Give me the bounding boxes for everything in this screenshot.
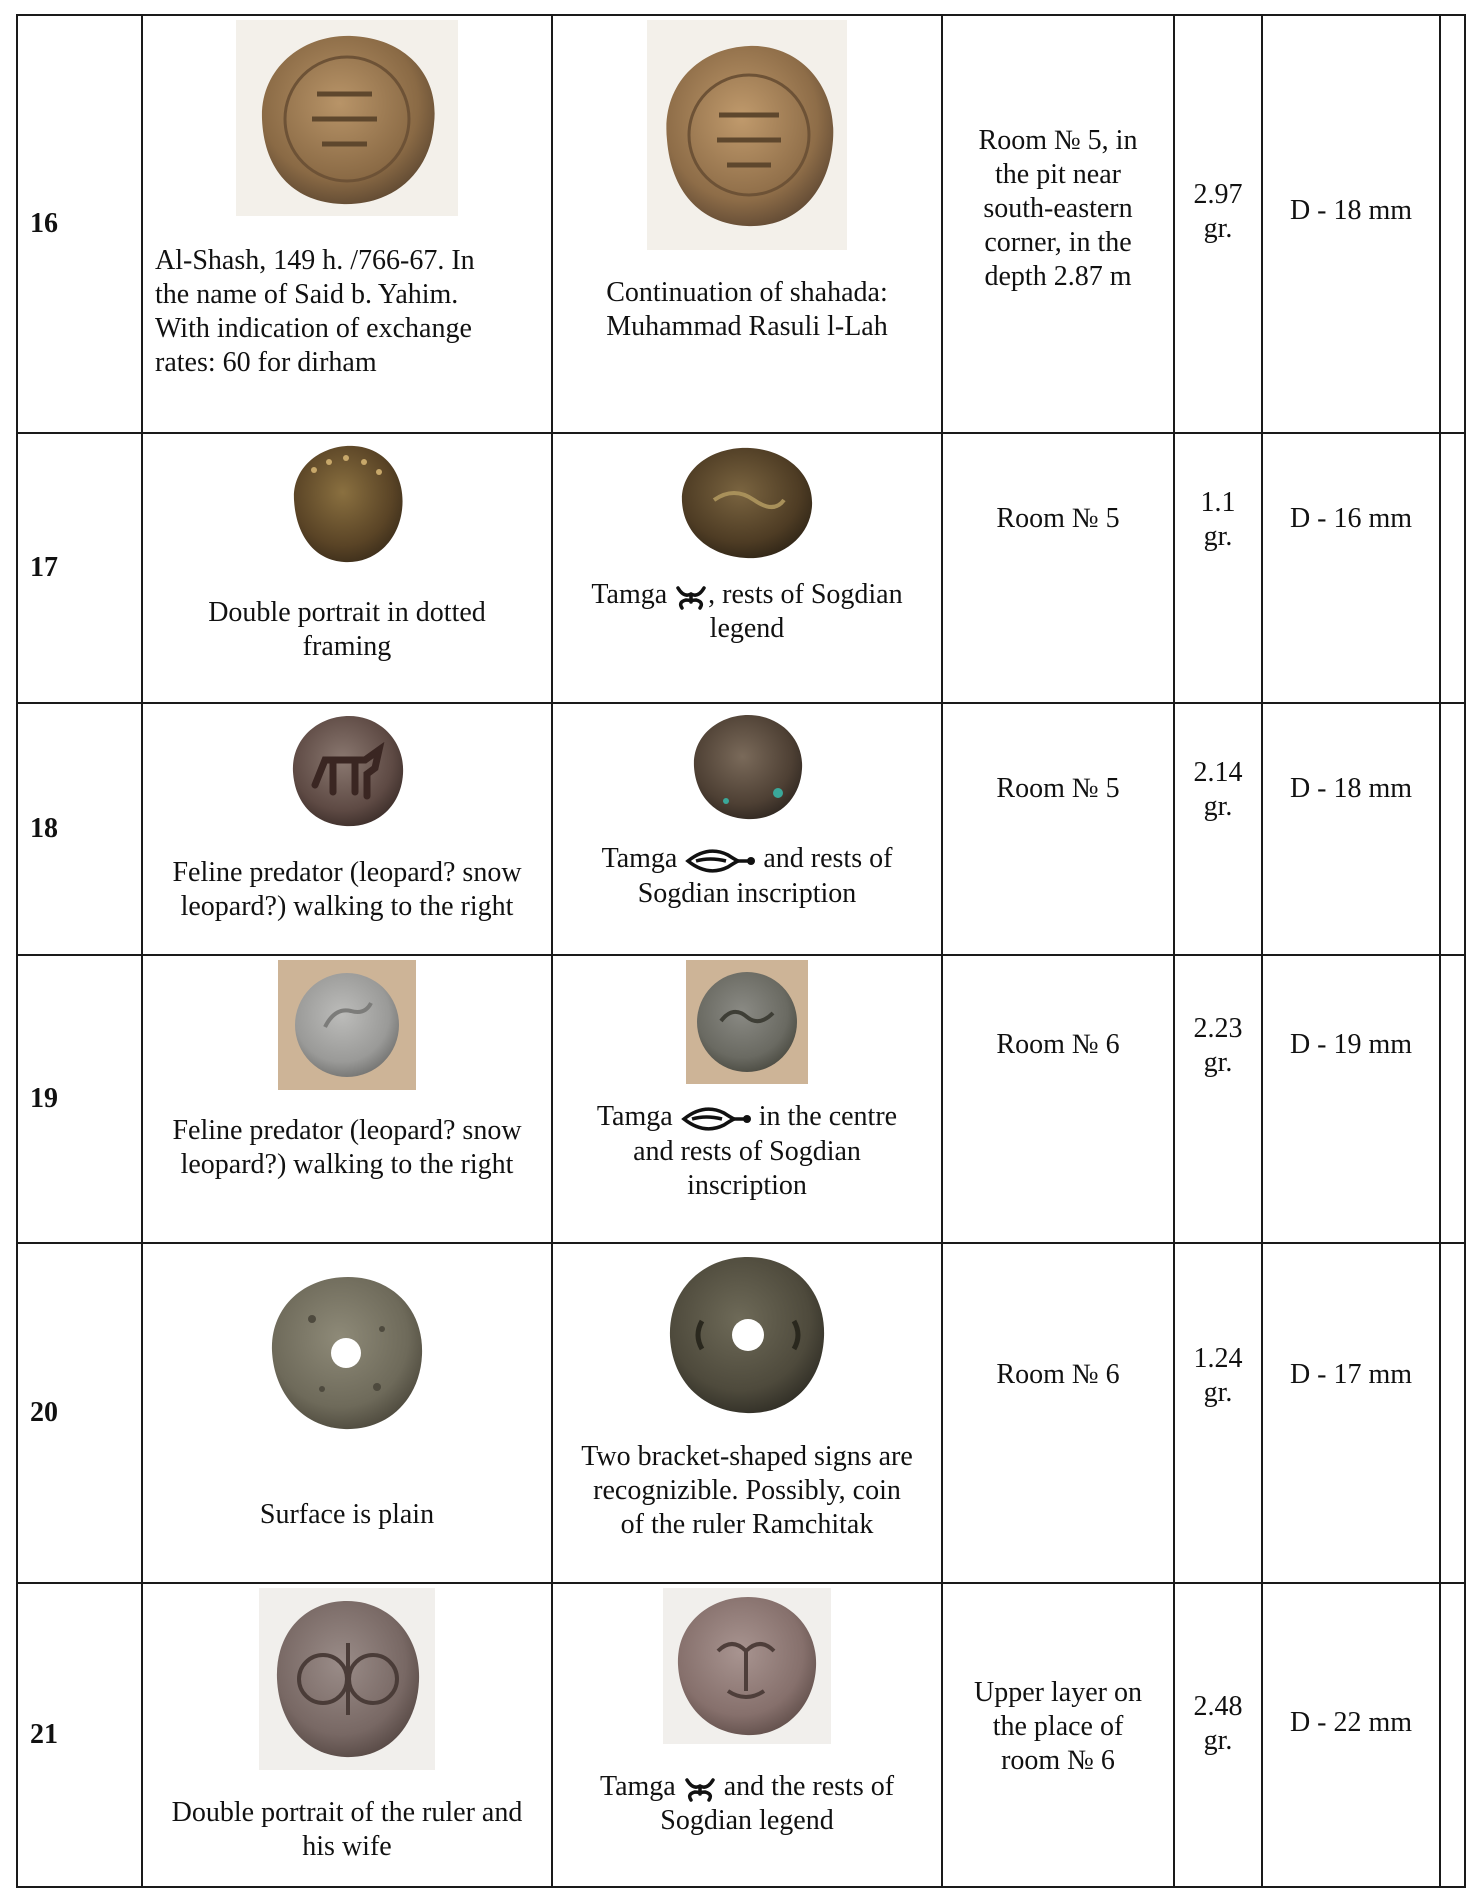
- obverse-description-line: Feline predator (leopard? snow: [172, 1115, 522, 1146]
- row-number: 18: [17, 703, 142, 955]
- obverse-description-line: rates: 60 for dirham: [155, 347, 377, 378]
- table-row: [17, 1583, 1465, 1887]
- findspot-line: the pit near: [995, 159, 1121, 190]
- weight-cell: [1174, 955, 1262, 1243]
- obverse-description-line: Al-Shash, 149 h. /766-67. In: [155, 245, 475, 276]
- reverse-description-text: Tamga: [599, 1771, 676, 1802]
- reverse-cell: [552, 433, 942, 703]
- empty-cell: [1440, 1243, 1465, 1583]
- obverse-description-line: his wife: [302, 1831, 392, 1862]
- obverse-photo: [261, 1268, 433, 1440]
- reverse-description-line: Two bracket-shaped signs are: [581, 1441, 913, 1472]
- obverse-description-line: Double portrait in dotted: [208, 597, 486, 628]
- weight-cell: [1174, 15, 1262, 433]
- obverse-photo: [282, 708, 412, 834]
- weight-value: 1.24: [1193, 1343, 1243, 1374]
- weight-cell: [1174, 703, 1262, 955]
- row-number: 19: [17, 955, 142, 1243]
- findspot-line: corner, in the: [984, 227, 1132, 258]
- tamga-symbol-icon: [680, 1103, 752, 1135]
- sogdian-legend-coin-reverse-image: [668, 1591, 826, 1741]
- findspot-cell: [942, 15, 1174, 433]
- silver-coin-obverse-image: [289, 967, 405, 1083]
- reverse-description-line: legend: [709, 613, 785, 644]
- table-row: [17, 433, 1465, 703]
- reverse-description-line: and rests of Sogdian: [633, 1135, 861, 1167]
- reverse-photo: [684, 708, 810, 826]
- table-row: [17, 703, 1465, 955]
- obverse-description-line: leopard?) walking to the right: [180, 891, 514, 922]
- copper-dirham-reverse-image: [649, 30, 845, 240]
- row-number: 21: [17, 1583, 142, 1887]
- reverse-photo: [686, 960, 808, 1084]
- reverse-cell: [552, 15, 942, 433]
- table-row: [17, 15, 1465, 433]
- obverse-photo: [259, 1588, 435, 1770]
- reverse-description-line: of the ruler Ramchitak: [620, 1509, 874, 1540]
- findspot-line: depth 2.87 m: [984, 261, 1132, 292]
- reverse-cell: [552, 1243, 942, 1583]
- bronze-coin-obverse-image: [284, 440, 410, 568]
- tamga-symbol-icon: [674, 582, 708, 612]
- holed-coin-obverse-image: [262, 1269, 432, 1439]
- row-number: 16: [17, 15, 142, 433]
- findspot-cell: [942, 1583, 1174, 1887]
- findspot-cell: Room № 5: [942, 433, 1174, 703]
- diameter-cell: D - 19 mm: [1262, 955, 1440, 1243]
- table-row: [17, 1243, 1465, 1583]
- weight-unit: gr.: [1203, 521, 1233, 552]
- obverse-photo: [236, 20, 458, 216]
- diameter-cell: D - 17 mm: [1262, 1243, 1440, 1583]
- weight-cell: [1174, 1243, 1262, 1583]
- weight-unit: gr.: [1203, 791, 1233, 822]
- obverse-description-line: Surface is plain: [259, 1499, 435, 1530]
- weight-value: 2.14: [1193, 757, 1243, 788]
- findspot-line: south-eastern: [983, 193, 1133, 224]
- copper-dirham-obverse-image: [242, 24, 452, 212]
- row-number: 20: [17, 1243, 142, 1583]
- weight-unit: gr.: [1203, 1725, 1233, 1756]
- obverse-description-line: Feline predator (leopard? snow: [172, 857, 522, 888]
- weight-cell: [1174, 1583, 1262, 1887]
- reverse-description-line: Muhammad Rasuli l-Lah: [606, 311, 888, 342]
- leopard-coin-obverse-image: [285, 710, 409, 832]
- bronze-coin-reverse-image: [674, 440, 820, 566]
- reverse-description-line: Continuation of shahada:: [606, 277, 888, 308]
- obverse-cell: [142, 1243, 552, 1583]
- weight-value: 2.23: [1193, 1013, 1243, 1044]
- reverse-description-text: and rests of: [763, 843, 893, 874]
- reverse-description-text: Tamga: [591, 579, 668, 610]
- findspot-cell: Room № 6: [942, 955, 1174, 1243]
- reverse-description-line: Sogdian legend: [660, 1805, 834, 1836]
- weight-unit: gr.: [1203, 213, 1233, 244]
- weight-unit: gr.: [1203, 1047, 1233, 1078]
- findspot-cell: Room № 5: [942, 703, 1174, 955]
- obverse-cell: [142, 1583, 552, 1887]
- empty-cell: [1440, 433, 1465, 703]
- silver-coin-reverse-image: [691, 965, 803, 1079]
- weight-unit: gr.: [1203, 1377, 1233, 1408]
- holed-coin-reverse-image: [662, 1251, 832, 1421]
- reverse-description-text: , rests of Sogdian: [708, 579, 903, 610]
- table-row: [17, 955, 1465, 1243]
- reverse-description-text: in the centre: [758, 1101, 898, 1132]
- obverse-description-line: leopard?) walking to the right: [180, 1149, 514, 1180]
- tamga-symbol-icon: [683, 1774, 717, 1804]
- diameter-cell: D - 18 mm: [1262, 15, 1440, 433]
- obverse-cell: [142, 433, 552, 703]
- obverse-cell: [142, 703, 552, 955]
- reverse-cell: [552, 955, 942, 1243]
- row-number: 17: [17, 433, 142, 703]
- findspot-cell: Room № 6: [942, 1243, 1174, 1583]
- obverse-description-line: the name of Said b. Yahim.: [155, 279, 459, 310]
- reverse-description-line: inscription: [687, 1169, 807, 1201]
- empty-cell: [1440, 1583, 1465, 1887]
- obverse-cell: [142, 955, 552, 1243]
- obverse-photo: [278, 960, 416, 1090]
- obverse-cell: [142, 15, 552, 433]
- reverse-photo: [661, 1250, 833, 1422]
- reverse-description-text: and the rests of: [723, 1771, 895, 1802]
- tamga-symbol-icon: [684, 845, 756, 877]
- double-portrait-coin-obverse-image: [265, 1593, 429, 1765]
- findspot-line: room № 6: [1001, 1745, 1115, 1776]
- obverse-description-line: With indication of exchange: [155, 313, 472, 344]
- reverse-photo: [663, 1588, 831, 1744]
- reverse-description-text: Tamga: [601, 843, 678, 874]
- empty-cell: [1440, 703, 1465, 955]
- reverse-cell: [552, 703, 942, 955]
- weight-value: 2.48: [1193, 1691, 1243, 1722]
- diameter-cell: D - 16 mm: [1262, 433, 1440, 703]
- obverse-photo: [282, 438, 412, 570]
- obverse-description-line: framing: [302, 631, 392, 662]
- findspot-line: the place of: [992, 1711, 1124, 1742]
- findspot-line: Room № 5, in: [978, 125, 1138, 156]
- weight-cell: [1174, 433, 1262, 703]
- coin-catalog-table: [16, 14, 1466, 1888]
- diameter-cell: D - 22 mm: [1262, 1583, 1440, 1887]
- empty-cell: [1440, 955, 1465, 1243]
- reverse-photo: [672, 438, 822, 568]
- reverse-description-line: recognizible. Possibly, coin: [593, 1475, 901, 1506]
- empty-cell: [1440, 15, 1465, 433]
- reverse-cell: [552, 1583, 942, 1887]
- findspot-line: Upper layer on: [974, 1677, 1142, 1708]
- weight-value: 1.1: [1200, 487, 1236, 518]
- weight-value: 2.97: [1193, 179, 1243, 210]
- reverse-description-text: Tamga: [596, 1101, 673, 1132]
- diameter-cell: D - 18 mm: [1262, 703, 1440, 955]
- reverse-description-line: Sogdian inscription: [637, 877, 857, 909]
- reverse-photo: [647, 20, 847, 250]
- sogdian-coin-reverse-image: [686, 709, 808, 825]
- obverse-description-line: Double portrait of the ruler and: [171, 1797, 523, 1828]
